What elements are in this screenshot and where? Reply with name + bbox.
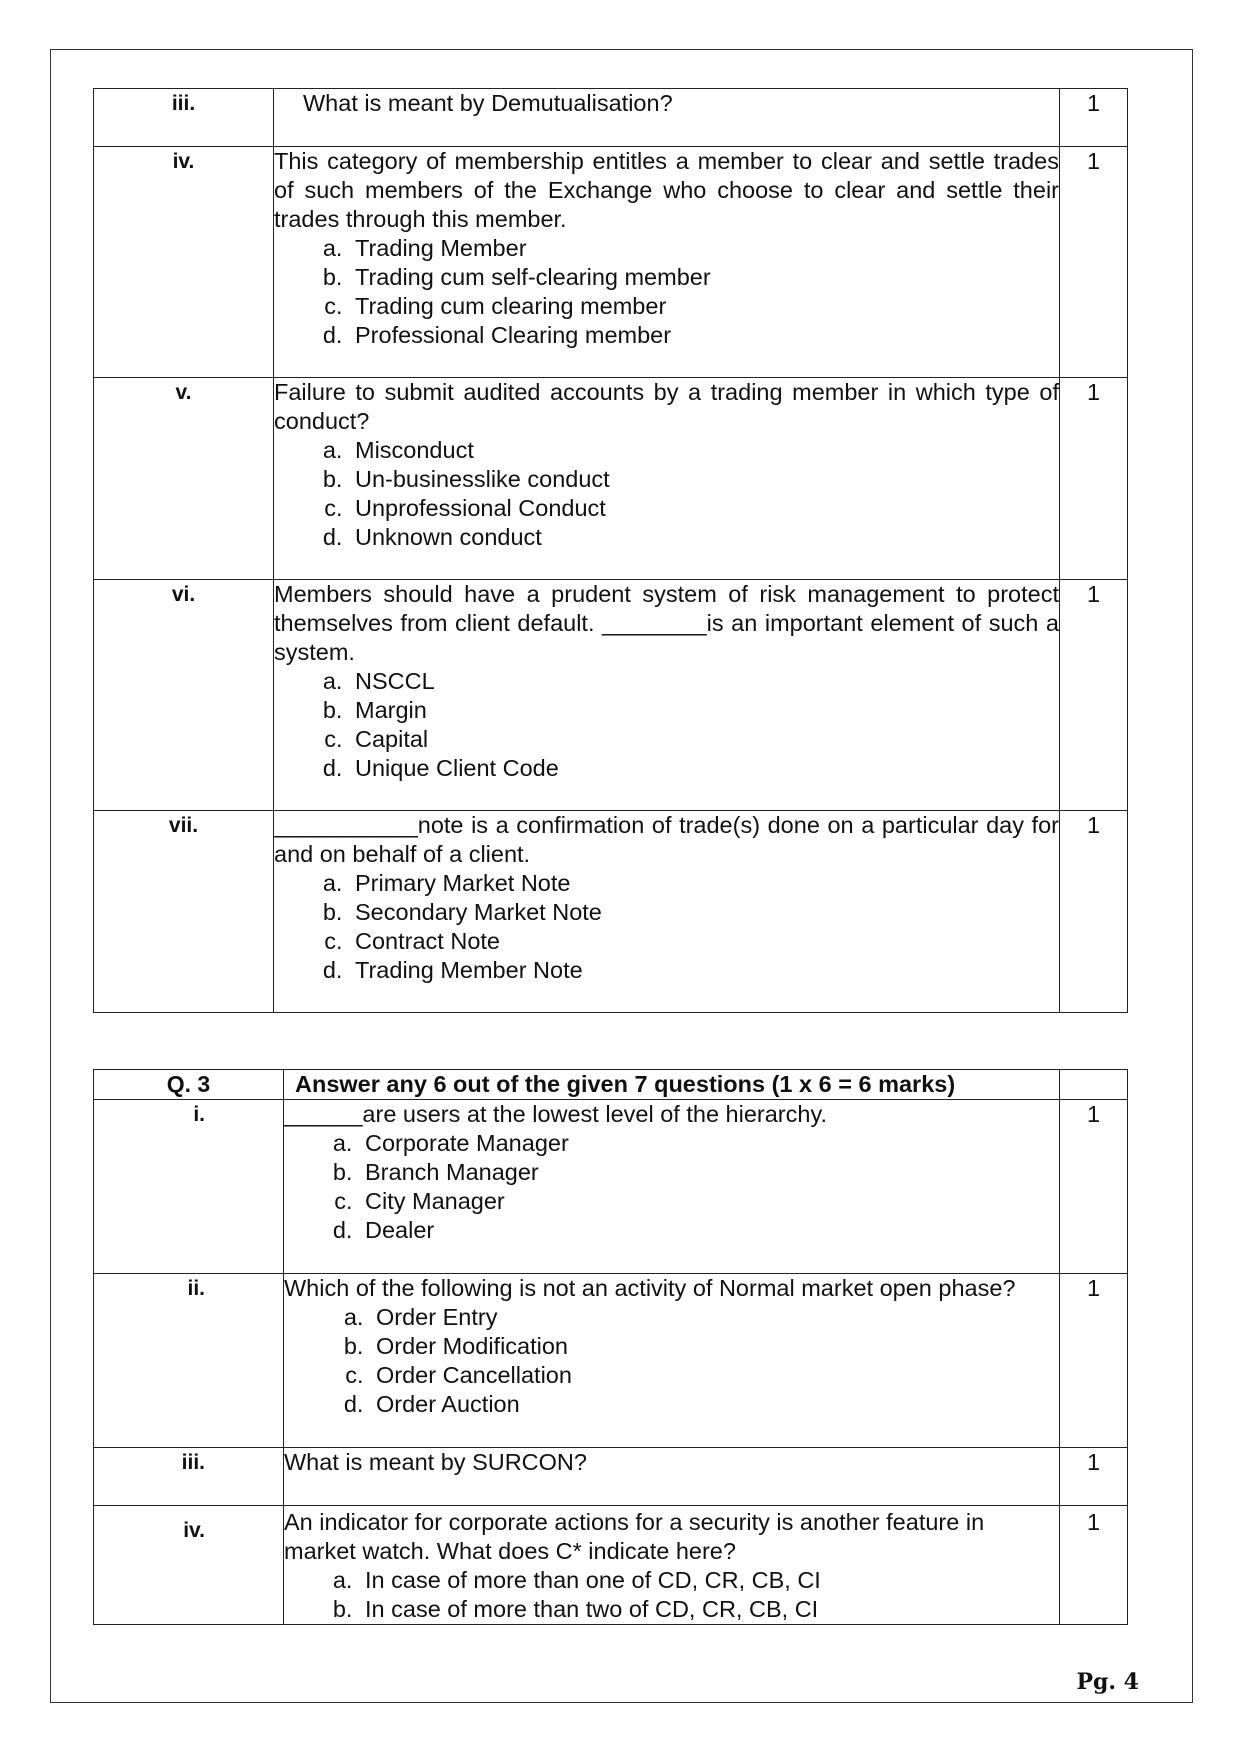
option-d: d. Unique Client Code [349,754,1059,783]
question-row [94,580,1128,811]
option-b: b. Order Modification [370,1332,1059,1361]
question-marks: 1 [1060,89,1128,147]
option-list [274,436,1059,552]
option-d: d. Professional Clearing member [349,321,1059,350]
question-row [94,1274,1128,1448]
question-number: iii. [94,89,274,147]
question-marks: 1 [1060,1448,1128,1506]
page-number: Pg. 4 [1076,1669,1139,1695]
option-d: d. Unknown conduct [349,523,1059,552]
option-list [274,869,1059,985]
question-marks: 1 [1060,580,1128,811]
option-c: c. Contract Note [349,927,1059,956]
question-text: An indicator for corporate actions for a security is another feature in market watch. What does C* indicate here? [284,1509,985,1564]
section-marks-blank [1060,1070,1128,1100]
option-a: a. Order Entry [370,1303,1059,1332]
option-a: a. NSCCL [349,667,1059,696]
question-text: Which of the following is not an activity of Normal market open phase? [284,1275,1016,1301]
option-d: d. Trading Member Note [349,956,1059,985]
option-list [284,1303,1059,1419]
option-list [274,667,1059,783]
question-row [94,147,1128,378]
question-marks: 1 [1060,1506,1128,1625]
question-text: ______are users at the lowest level of the hierarchy. [284,1101,827,1127]
option-a: a. Corporate Manager [359,1129,1059,1158]
question-text: What is meant by SURCON? [284,1449,587,1475]
option-b: b. Trading cum self-clearing member [349,263,1059,292]
question-cell [274,89,1060,147]
option-b: b. In case of more than two of CD, CR, CB, CI [359,1595,1059,1624]
option-c: c. Trading cum clearing member [349,292,1059,321]
question-text: What is meant by Demutualisation? [303,90,673,116]
option-b: b. Secondary Market Note [349,898,1059,927]
question-text: This category of membership entitles a member to clear and settle trades of such members of the Exchange who choose to clear and settle their trades through this member. [274,148,1059,232]
question-marks: 1 [1060,811,1128,1013]
section-label: Q. 3 [94,1070,284,1100]
question-number: vi. [94,580,274,811]
option-a: a. Trading Member [349,234,1059,263]
question-row [94,1100,1128,1274]
question-row [94,811,1128,1013]
question-row [94,89,1128,147]
question-text: ___________note is a confirmation of trade(s) done on a particular day for and on behalf of a client. [274,812,1059,867]
section-heading: Answer any 6 out of the given 7 questions (1 x 6 = 6 marks) [284,1070,1060,1100]
option-a: a. Misconduct [349,436,1059,465]
question-number: iv. [94,147,274,378]
question-text: Failure to submit audited accounts by a trading member in which type of conduct? [274,379,1059,434]
question-marks: 1 [1060,147,1128,378]
question-row [94,1448,1128,1506]
question-cell [284,1506,1060,1625]
question-text: Members should have a prudent system of risk management to protect themselves from client default. ________is an important element of such a system. [274,581,1059,665]
option-c: c. Capital [349,725,1059,754]
question-cell [274,580,1060,811]
option-c: c. City Manager [359,1187,1059,1216]
questions-table-continued [93,88,1128,1013]
question-marks: 1 [1060,378,1128,580]
option-d: d. Dealer [359,1216,1059,1245]
question-cell [274,147,1060,378]
question-number: i. [94,1100,284,1274]
option-b: b. Margin [349,696,1059,725]
question-cell [284,1100,1060,1274]
question-cell [274,811,1060,1013]
questions-table-q3 [93,1069,1128,1625]
question-row [94,1506,1128,1625]
option-list [284,1566,1059,1624]
option-b: b. Un-businesslike conduct [349,465,1059,494]
question-marks: 1 [1060,1274,1128,1448]
option-b: b. Branch Manager [359,1158,1059,1187]
question-number: v. [94,378,274,580]
question-marks: 1 [1060,1100,1128,1274]
question-cell [284,1274,1060,1448]
option-list [274,234,1059,350]
option-list [284,1129,1059,1245]
question-number: ii. [94,1274,284,1448]
question-cell [274,378,1060,580]
option-a: a. In case of more than one of CD, CR, CB, CI [359,1566,1059,1595]
option-d: d. Order Auction [370,1390,1059,1419]
option-c: c. Order Cancellation [370,1361,1059,1390]
section-header-row [94,1070,1128,1100]
option-c: c. Unprofessional Conduct [349,494,1059,523]
option-a: a. Primary Market Note [349,869,1059,898]
question-cell [284,1448,1060,1506]
question-number: iii. [94,1448,284,1506]
question-number: iv. [94,1506,284,1625]
question-row [94,378,1128,580]
question-number: vii. [94,811,274,1013]
